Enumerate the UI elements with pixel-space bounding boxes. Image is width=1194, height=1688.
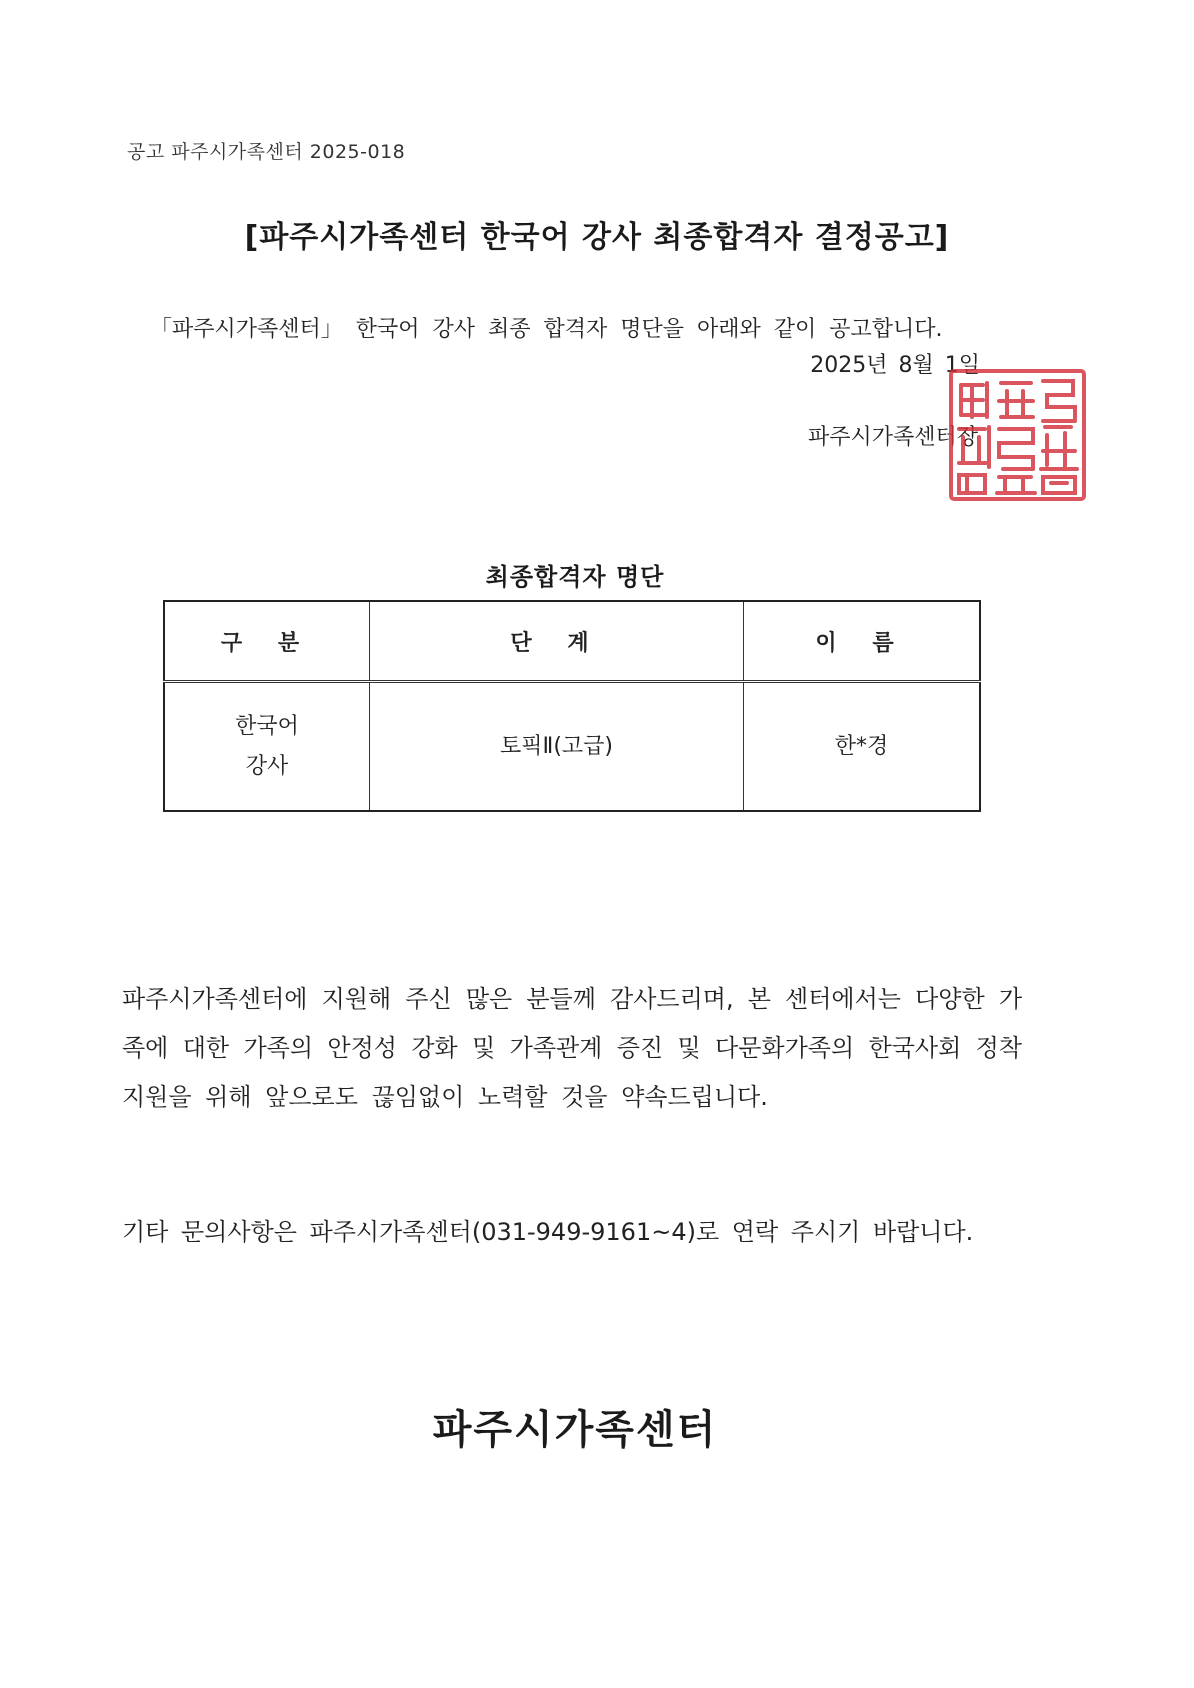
official-seal (947, 367, 1088, 503)
cell-category (164, 682, 370, 812)
table-title: 최종합격자 명단 (485, 563, 665, 591)
intro-text: 「파주시가족센터」 한국어 강사 최종 합격자 명단을 아래와 같이 공고합니다. (150, 317, 943, 342)
document-title: [파주시가족센터 한국어 강사 최종합격자 결정공고] (244, 220, 950, 255)
closing-paragraph: 파주시가족센터에 지원해 주신 많은 분들께 감사드리며, 본 센터에서는 다양한 가족에 대한 가족의 안정성 강화 및 가족관계 증진 및 다문화가족의 한국사회 정착 지원을 위해 앞으로도 끊임없이 노력할 것을 약속드립니다. (122, 985, 1022, 1111)
category-line: 한국어 (235, 713, 299, 739)
table-row (164, 682, 980, 812)
header-category: 구 분 (164, 601, 370, 682)
contact-info: 기타 문의사항은 파주시가족센터(031-949-9161~4)로 연락 주시기 바랍니다. (122, 1218, 974, 1246)
header-stage: 단 계 (370, 601, 744, 682)
footer-organization: 파주시가족센터 (432, 1407, 718, 1453)
notice-date: 2025년 8월 1일 (810, 353, 980, 378)
result-table (163, 600, 981, 812)
notice-number: 공고 파주시가족센터 2025-018 (127, 141, 406, 163)
cell-name: 한*경 (744, 682, 981, 812)
category-line: 강사 (245, 753, 289, 779)
header-name: 이 름 (744, 601, 981, 682)
table-header-row (164, 601, 980, 682)
cell-stage: 토픽Ⅱ(고급) (370, 682, 744, 812)
signer-title: 파주시가족센터장 (807, 425, 978, 450)
